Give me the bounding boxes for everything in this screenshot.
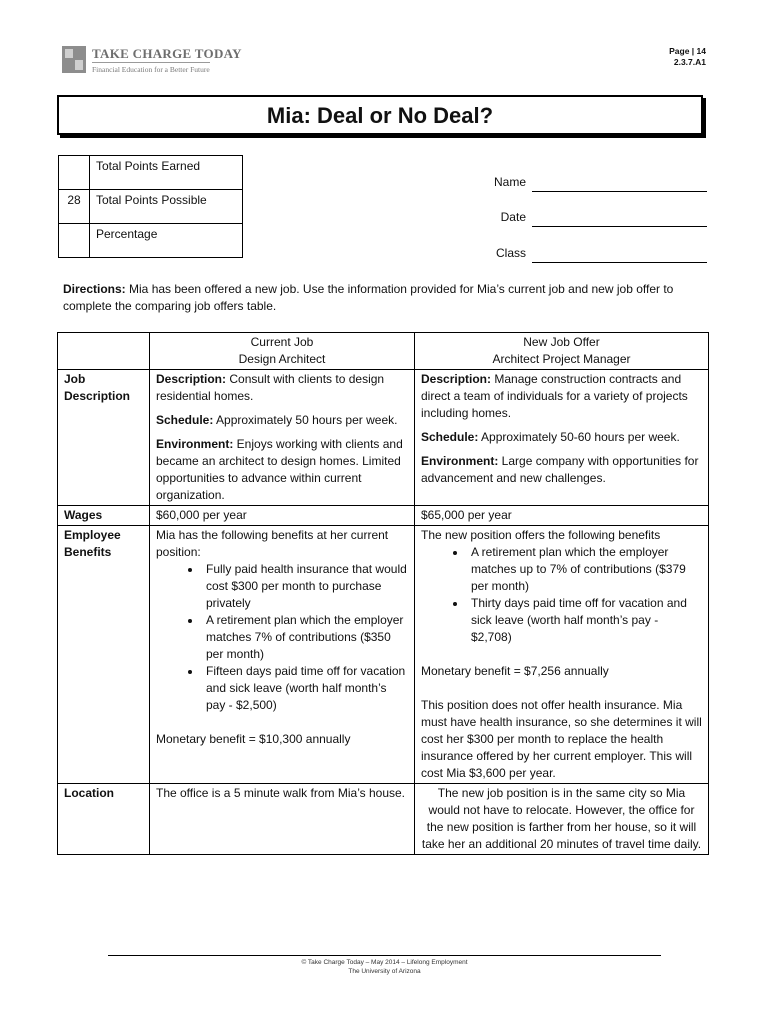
points-row xyxy=(59,224,243,258)
current-benefits-cell xyxy=(150,526,415,784)
new-job-title: New Job Offer xyxy=(523,335,600,349)
new-schedule: Schedule: Approximately 50-60 hours per week. xyxy=(421,430,680,444)
class-label: Class xyxy=(495,246,526,260)
new-benefits-list xyxy=(421,544,702,646)
footer-copyright: © Take Charge Today – May 2014 – Lifelong Employment xyxy=(301,959,468,966)
points-row xyxy=(59,190,243,224)
current-location: The office is a 5 minute walk from Mia’s house. xyxy=(150,784,415,855)
footer-university: The University of Arizona xyxy=(348,968,421,975)
date-line[interactable] xyxy=(532,226,707,227)
directions-label: Directions: xyxy=(63,282,126,296)
footer xyxy=(108,958,661,976)
list-item: • A retirement plan which the employer matches up to 7% of contributions ($379 per month) xyxy=(467,544,702,595)
new-job-header xyxy=(415,333,709,370)
table-row xyxy=(58,506,709,526)
page-number: Page | 14 xyxy=(669,46,706,56)
row-label-employee-benefits: Employee Benefits xyxy=(58,526,150,784)
directions xyxy=(63,281,713,315)
table-row xyxy=(58,526,709,784)
current-job-role: Design Architect xyxy=(238,352,326,366)
current-job-description-cell xyxy=(150,370,415,506)
logo-tagline: Financial Education for a Better Future xyxy=(92,62,210,74)
list-item: • Fully paid health insurance that would cost $300 per month to purchase privately xyxy=(202,561,408,612)
current-job-title: Current Job xyxy=(250,335,314,349)
title-box xyxy=(57,95,703,135)
logo-mark-icon xyxy=(62,46,86,73)
job-comparison-table xyxy=(57,332,709,855)
header-empty-cell xyxy=(58,333,150,370)
row-label-job-description: Job Description xyxy=(58,370,150,506)
current-wages: $60,000 per year xyxy=(150,506,415,526)
new-benefits-cell xyxy=(415,526,709,784)
row-label-location: Location xyxy=(58,784,150,855)
new-job-role: Architect Project Manager xyxy=(492,352,631,366)
name-label: Name xyxy=(493,175,526,189)
page-info xyxy=(669,46,706,68)
points-row xyxy=(59,156,243,190)
current-monetary-benefit: Monetary benefit = $10,300 annually xyxy=(156,732,351,746)
logo-title: TAKE CHARGE TODAY xyxy=(92,46,242,61)
logo xyxy=(62,46,242,76)
row-label-wages: Wages xyxy=(58,506,150,526)
footer-divider xyxy=(108,955,661,956)
points-possible-label: Total Points Possible xyxy=(90,190,243,224)
current-environment: Environment: Enjoys working with clients and became an architect to design homes. Limited opportunities to advance within current organization. xyxy=(156,437,403,502)
points-possible-value: 28 xyxy=(59,190,90,224)
percentage-label: Percentage xyxy=(90,224,243,258)
new-description: Description: Manage construction contracts and direct a team of individuals for a variety of projects including homes. xyxy=(421,372,688,420)
document-code: 2.3.7.A1 xyxy=(673,57,706,67)
list-item: • Fifteen days paid time off for vacation and sick leave (worth half month’s pay - $2,500) xyxy=(202,663,408,714)
points-earned-label: Total Points Earned xyxy=(90,156,243,190)
table-row xyxy=(58,784,709,855)
new-monetary-benefit: Monetary benefit = $7,256 annually xyxy=(421,664,609,678)
new-job-description-cell xyxy=(415,370,709,506)
points-table xyxy=(58,155,243,258)
name-line[interactable] xyxy=(532,191,707,192)
current-benefits-list xyxy=(156,561,408,714)
current-description: Description: Consult with clients to design residential homes. xyxy=(156,372,385,403)
new-benefits-intro: The new position offers the following benefits xyxy=(421,528,661,542)
new-environment: Environment: Large company with opportunities for advancement and new challenges. xyxy=(421,454,699,485)
new-wages: $65,000 per year xyxy=(415,506,709,526)
page-title: Mia: Deal or No Deal? xyxy=(266,103,494,128)
current-job-header xyxy=(150,333,415,370)
current-benefits-intro: Mia has the following benefits at her current position: xyxy=(156,528,389,559)
percentage-value[interactable] xyxy=(59,224,90,258)
date-label: Date xyxy=(500,210,526,224)
list-item: • A retirement plan which the employer matches 7% of contributions ($350 per month) xyxy=(202,612,408,663)
directions-text: Mia has been offered a new job. Use the information provided for Mia’s current job and new job offer to complete the comparing job offers table. xyxy=(63,282,674,313)
table-row xyxy=(58,370,709,506)
class-line[interactable] xyxy=(532,262,707,263)
list-item: • Thirty days paid time off for vacation and sick leave (worth half month’s pay - $2,708) xyxy=(467,595,702,646)
points-earned-value[interactable] xyxy=(59,156,90,190)
current-schedule: Schedule: Approximately 50 hours per week. xyxy=(156,413,398,427)
new-health-insurance-note: This position does not offer health insurance. Mia must have health insurance, so she determines it will cost her $300 per month to replace the health insurance offered by her current employer. This will cost Mia $3,600 per year. xyxy=(421,698,702,780)
new-location: The new job position is in the same city so Mia would not have to relocate. However, the office for the new position is farther from her house, so it will take her an additional 20 minutes of travel time daily. xyxy=(415,784,709,855)
table-header-row xyxy=(58,333,709,370)
